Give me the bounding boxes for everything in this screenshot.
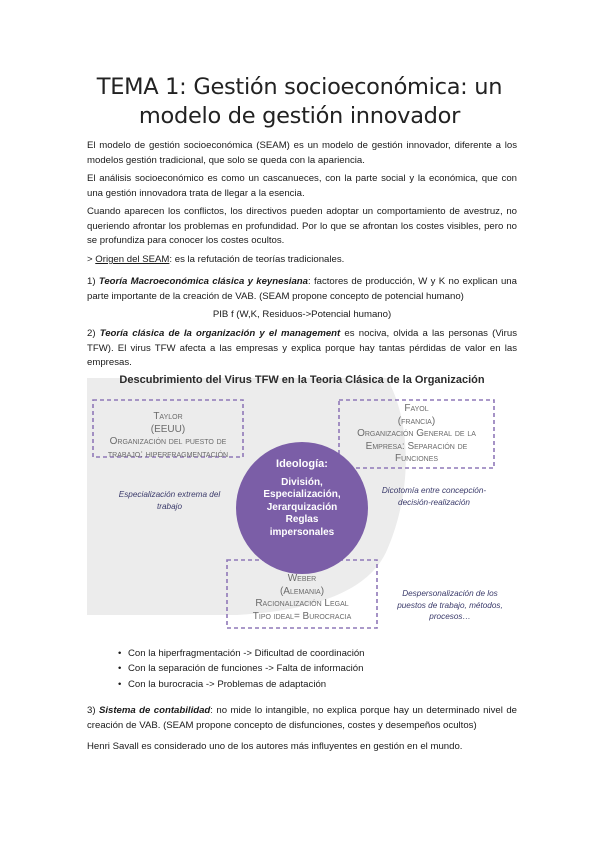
note-taylor [87, 489, 252, 512]
note-weber [385, 588, 515, 623]
page-title: TEMA 1: Gestión socioeconómica: un modelo de gestión innovador [96, 74, 503, 129]
note-weber-line-2: puestos de trabajo, métodos, [397, 600, 503, 610]
paragraph-theory-2 [87, 327, 517, 371]
weber-name: Weber [287, 573, 317, 584]
note-fayol [369, 485, 499, 508]
consequences-list [118, 646, 518, 692]
paragraph-theory-1 [87, 275, 517, 304]
list-item: • Con la burocracia -> Problemas de adaptación [118, 677, 518, 692]
taylor-country: (EEUU) [150, 423, 186, 435]
note-fayol-line-2: decisión-realización [398, 497, 470, 507]
theory-2-number: 2) [87, 328, 100, 339]
fayol-country: (francia) [397, 415, 436, 427]
ideology-line-1: División, [281, 476, 323, 488]
weber-country: (Alemania) [279, 585, 325, 597]
ideology-heading: Ideología: [276, 458, 328, 470]
fayol-desc-1: Organización General de la [357, 428, 476, 439]
theory-3-title: Sistema de contabilidad [98, 705, 211, 716]
taylor-label [93, 411, 243, 461]
paragraph-seam-intro: El modelo de gestión socioeconómica (SEAM) es un modelo de gestión innovador, diferente a los modelos gestión tradicional, que solo se queda con la apariencia. [87, 140, 517, 166]
diagram-title: Descubrimiento del Virus TFW en la Teoria Clásica de la Organización [119, 374, 485, 386]
paragraph-nutcracker: El análisis socioeconómico es como un cascanueces, con la parte social y la económica, que con una gestión innovadora trata de llegar a la esencia. [87, 173, 517, 199]
ideology-line-4: Reglas [285, 514, 319, 525]
paragraph-ostrich: Cuando aparecen los conflictos, los directivos pueden adoptar un comportamiento de avestruz, no queriendo afrontar los problemas en profundidad. Por lo que se afrontan los costes visibles, pero no se profundiza para conocer los costes ocultos. [87, 206, 517, 247]
weber-desc-2: Tipo ideal= Burocracia [252, 610, 352, 622]
note-taylor-line-1: Especialización extrema del [118, 490, 221, 499]
note-weber-line-3: procesos… [429, 612, 471, 621]
theory-3-text: : no mide lo intangible, no explica porque hay un determinado nivel de creación de VAB. (SEAM propone concepto de disfunciones, costes y desempeños ocultos) [87, 705, 517, 731]
list-item: • Con la separación de funciones -> Falta de información [118, 661, 518, 676]
fayol-label [339, 403, 494, 466]
paragraph-theory-3 [87, 704, 517, 733]
theory-3-number: 3) [87, 705, 99, 716]
origin-rest: : es la refutación de teorías tradicionales. [169, 254, 345, 265]
ideology-line-3: Jerarquización [266, 501, 338, 513]
origin-prefix: > [87, 254, 96, 265]
ideology-text [237, 458, 367, 539]
note-weber-line-1: Despersonalización de los [402, 589, 498, 598]
note-taylor-line-2: trabajo [156, 501, 183, 511]
theory-2-title: Teoría clásica de la organización y el management [99, 328, 341, 339]
pib-formula: PIB f (W,K, Residuos->Potencial humano) [212, 309, 392, 320]
fayol-desc-3: Funciones [394, 453, 439, 464]
list-item: • Con la hiperfragmentación -> Dificultad de coordinación [118, 646, 518, 661]
ideology-line-5: impersonales [269, 526, 335, 538]
theory-1-number: 1) [87, 276, 99, 287]
ideology-line-2: Especialización, [263, 489, 341, 500]
origin-link: Origen del SEAM [95, 254, 170, 265]
paragraph-origin [87, 253, 517, 268]
theory-1-title: Teoría Macroeconómica clásica y keynesiana [98, 276, 308, 287]
paragraph-savall: Henri Savall es considerado uno de los autores más influyentes en gestión en el mundo. [87, 741, 463, 752]
weber-desc-1: Racionalización Legal [255, 598, 349, 609]
taylor-name: Taylor [153, 411, 183, 422]
taylor-desc-2: trabajo: hiperfragmentación [107, 448, 229, 460]
taylor-desc-1: Organización del puesto de [109, 436, 227, 447]
fayol-desc-2: Empresa: Separación de [365, 440, 468, 452]
note-fayol-line-1: Dicotomía entre concepción- [381, 486, 487, 495]
theory-2-text: es nociva, olvida a las personas (Virus TFW). El virus TFW afecta a las empresas y explica porque hay tantas pérdidas de valor en las empresas. [87, 328, 518, 369]
tfw-diagram [87, 370, 517, 640]
theory-1-text: : factores de producción, W y K no explican una parte importante de la creación de VAB. (SEAM propone concepto de potencial humano) [87, 276, 517, 302]
weber-label [227, 573, 377, 623]
fayol-name: Fayol [404, 403, 429, 414]
